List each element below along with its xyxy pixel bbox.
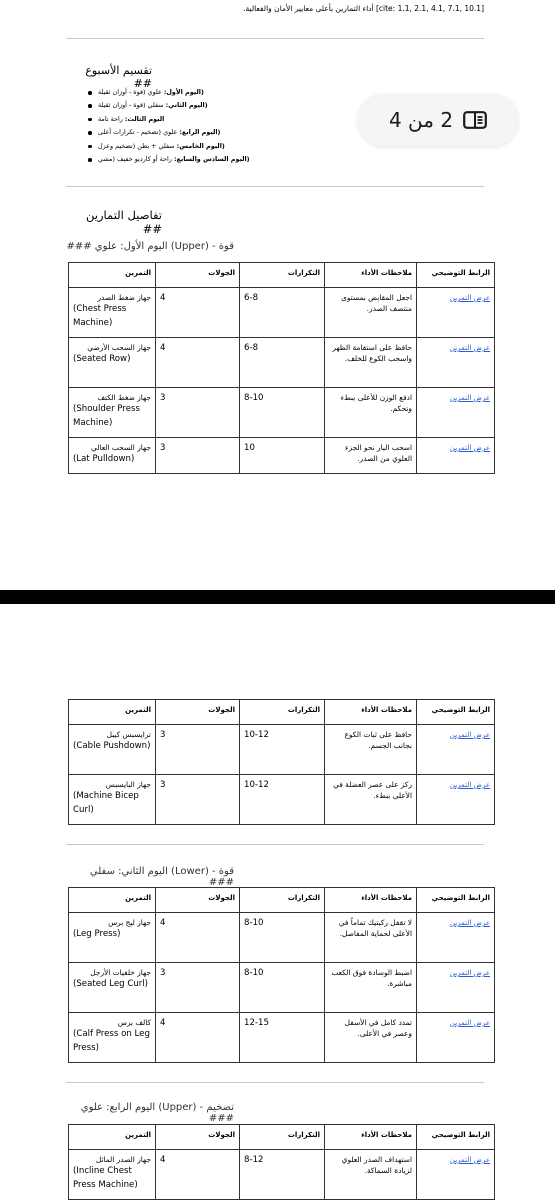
table-row [69, 1150, 495, 1200]
list-item: (اليوم الثاني: سفلي (قوة - أوزان ثقيلة [88, 99, 266, 112]
exercise-cell: جهاز ليج برس (Leg Press) [69, 913, 156, 963]
column-header-reps: التكرارات [240, 888, 325, 913]
reps-cell: 10 [240, 438, 325, 474]
column-header-reps: التكرارات [240, 700, 325, 725]
day4-exercise-table [68, 1124, 495, 1200]
table-row [69, 725, 495, 775]
column-header-exercise: التمرين [69, 888, 156, 913]
column-header-notes: ملاحظات الأداء [325, 700, 417, 725]
exercise-cell: جهاز ضغط الكتف (Shoulder Press Machine) [69, 388, 156, 438]
horizontal-rule [66, 844, 484, 845]
sets-cell: 4 [156, 288, 240, 338]
table-row [69, 438, 495, 474]
table-header-row [69, 888, 495, 913]
reps-cell: 8-10 [240, 963, 325, 1013]
column-header-notes: ملاحظات الأداء [325, 888, 417, 913]
list-item: (اليوم الرابع: علوي (تضخيم - تكرارات أعلى [88, 126, 266, 139]
horizontal-rule [66, 186, 484, 187]
exercise-details-heading: تفاصيل التمارين ## [86, 208, 162, 236]
week-split-heading: تقسيم الأسبوع ## [85, 64, 152, 90]
week-split-list [88, 86, 266, 166]
exercise-cell: كالف برس (Calf Press on Leg Press) [69, 1013, 156, 1063]
reps-cell: 12-15 [240, 1013, 325, 1063]
reps-cell: 8-10 [240, 913, 325, 963]
table-row [69, 775, 495, 825]
page-indicator-badge[interactable] [358, 94, 518, 146]
table-row [69, 963, 495, 1013]
notes-cell: اسحب البار نحو الجزء العلوي من الصدر. [325, 438, 417, 474]
reps-cell: 8-10 [240, 388, 325, 438]
sets-cell: 3 [156, 963, 240, 1013]
list-item: اليوم الثالث: راحة تامة [88, 113, 266, 126]
exercise-cell: ترايسبس كيبل (Cable Pushdown) [69, 725, 156, 775]
column-header-notes: ملاحظات الأداء [325, 263, 417, 288]
reader-view-icon [463, 111, 487, 129]
exercise-video-link[interactable]: عرض التمرين [449, 969, 490, 977]
table-row [69, 1013, 495, 1063]
exercise-video-link[interactable]: عرض التمرين [449, 781, 490, 789]
day2-exercise-table [68, 887, 495, 1063]
exercise-video-link[interactable]: عرض التمرين [449, 1019, 490, 1027]
column-header-exercise: التمرين [69, 1125, 156, 1150]
column-header-link: الرابط التوضيحي [417, 888, 495, 913]
day1-exercise-table [68, 262, 495, 474]
sets-cell: 3 [156, 438, 240, 474]
sets-cell: 4 [156, 338, 240, 388]
horizontal-rule [66, 1082, 484, 1083]
day1-heading: قوة - (Upper) اليوم الأول: علوي ### [66, 241, 234, 252]
column-header-reps: التكرارات [240, 1125, 325, 1150]
column-header-sets: الجولات [156, 700, 240, 725]
day4-heading: تضخيم - (Upper) اليوم الرابع: علوي ### [80, 1102, 234, 1124]
column-header-link: الرابط التوضيحي [417, 263, 495, 288]
reps-cell: 6-8 [240, 338, 325, 388]
exercise-video-link[interactable]: عرض التمرين [449, 394, 490, 402]
sets-cell: 4 [156, 913, 240, 963]
notes-cell: اضبط الوسادة فوق الكعب مباشرة. [325, 963, 417, 1013]
list-item: (اليوم السادس والسابع: راحة أو كارديو خفيف (مشي [88, 153, 266, 166]
exercise-video-link[interactable]: عرض التمرين [449, 731, 490, 739]
exercise-cell: جهاز الصدر المائل (Incline Chest Press Machine) [69, 1150, 156, 1200]
exercise-cell: جهاز البايسبس (Machine Bicep Curl) [69, 775, 156, 825]
column-header-exercise: التمرين [69, 700, 156, 725]
exercise-video-link[interactable]: عرض التمرين [449, 444, 490, 452]
sets-cell: 4 [156, 1013, 240, 1063]
notes-cell: تمدد كامل في الأسفل وعصر في الأعلى. [325, 1013, 417, 1063]
link-cell [417, 963, 495, 1013]
link-cell [417, 288, 495, 338]
list-item: (اليوم الخامس: سفلي + بطن (تضخيم وعزل [88, 140, 266, 153]
sets-cell: 3 [156, 725, 240, 775]
column-header-reps: التكرارات [240, 263, 325, 288]
exercise-video-link[interactable]: عرض التمرين [449, 1156, 490, 1164]
day2-heading: قوة - (Lower) اليوم الثاني: سفلي ### [89, 866, 234, 888]
notes-cell: ركز على عصر العضلة في الأعلى ببطء. [325, 775, 417, 825]
horizontal-rule [66, 38, 484, 39]
column-header-sets: الجولات [156, 888, 240, 913]
link-cell [417, 338, 495, 388]
day1-continued-table [68, 699, 495, 825]
link-cell [417, 438, 495, 474]
document-page-1 [0, 0, 555, 590]
reps-cell: 10-12 [240, 725, 325, 775]
exercise-cell: جهاز خلفيات الأرجل (Seated Leg Curl) [69, 963, 156, 1013]
exercise-cell: جهاز السحب الأرضي (Seated Row) [69, 338, 156, 388]
link-cell [417, 1013, 495, 1063]
link-cell [417, 388, 495, 438]
exercise-video-link[interactable]: عرض التمرين [449, 344, 490, 352]
exercise-cell: جهاز ضغط الصدر (Chest Press Machine) [69, 288, 156, 338]
table-header-row [69, 1125, 495, 1150]
exercise-video-link[interactable]: عرض التمرين [449, 919, 490, 927]
table-row [69, 913, 495, 963]
table-row [69, 388, 495, 438]
table-header-row [69, 700, 495, 725]
exercise-cell: جهاز السحب العالي (Lat Pulldown) [69, 438, 156, 474]
reps-cell: 6-8 [240, 288, 325, 338]
page-indicator-text: 2 من 4 [388, 108, 454, 132]
link-cell [417, 775, 495, 825]
sets-cell: 4 [156, 1150, 240, 1200]
notes-cell: حافظ على ثبات الكوع بجانب الجسم. [325, 725, 417, 775]
column-header-link: الرابط التوضيحي [417, 1125, 495, 1150]
notes-cell: لا تقفل ركبتيك تماماً في الأعلى لحماية المفاصل. [325, 913, 417, 963]
column-header-notes: ملاحظات الأداء [325, 1125, 417, 1150]
document-page-2 [0, 604, 555, 1200]
column-header-sets: الجولات [156, 263, 240, 288]
column-header-exercise: التمرين [69, 263, 156, 288]
table-row [69, 338, 495, 388]
list-item: (اليوم الأول: علوي (قوة - أوزان ثقيلة [88, 86, 266, 99]
intro-cite-line: [cite: 1.1, 2.1, 4.1, 7.1, 10.1] أداء التمارين بأعلى معايير الأمان والفعالية. [243, 4, 484, 13]
notes-cell: اجعل المقابض بمستوى منتصف الصدر. [325, 288, 417, 338]
link-cell [417, 1150, 495, 1200]
table-row [69, 288, 495, 338]
link-cell [417, 913, 495, 963]
notes-cell: ادفع الوزن للأعلى ببطء وتحكم. [325, 388, 417, 438]
column-header-sets: الجولات [156, 1125, 240, 1150]
sets-cell: 3 [156, 388, 240, 438]
exercise-video-link[interactable]: عرض التمرين [449, 294, 490, 302]
link-cell [417, 725, 495, 775]
notes-cell: حافظ على استقامة الظهر واسحب الكوع للخلف. [325, 338, 417, 388]
table-header-row [69, 263, 495, 288]
column-header-link: الرابط التوضيحي [417, 700, 495, 725]
sets-cell: 3 [156, 775, 240, 825]
reps-cell: 8-12 [240, 1150, 325, 1200]
notes-cell: استهداف الصدر العلوي لزيادة السماكة. [325, 1150, 417, 1200]
reps-cell: 10-12 [240, 775, 325, 825]
